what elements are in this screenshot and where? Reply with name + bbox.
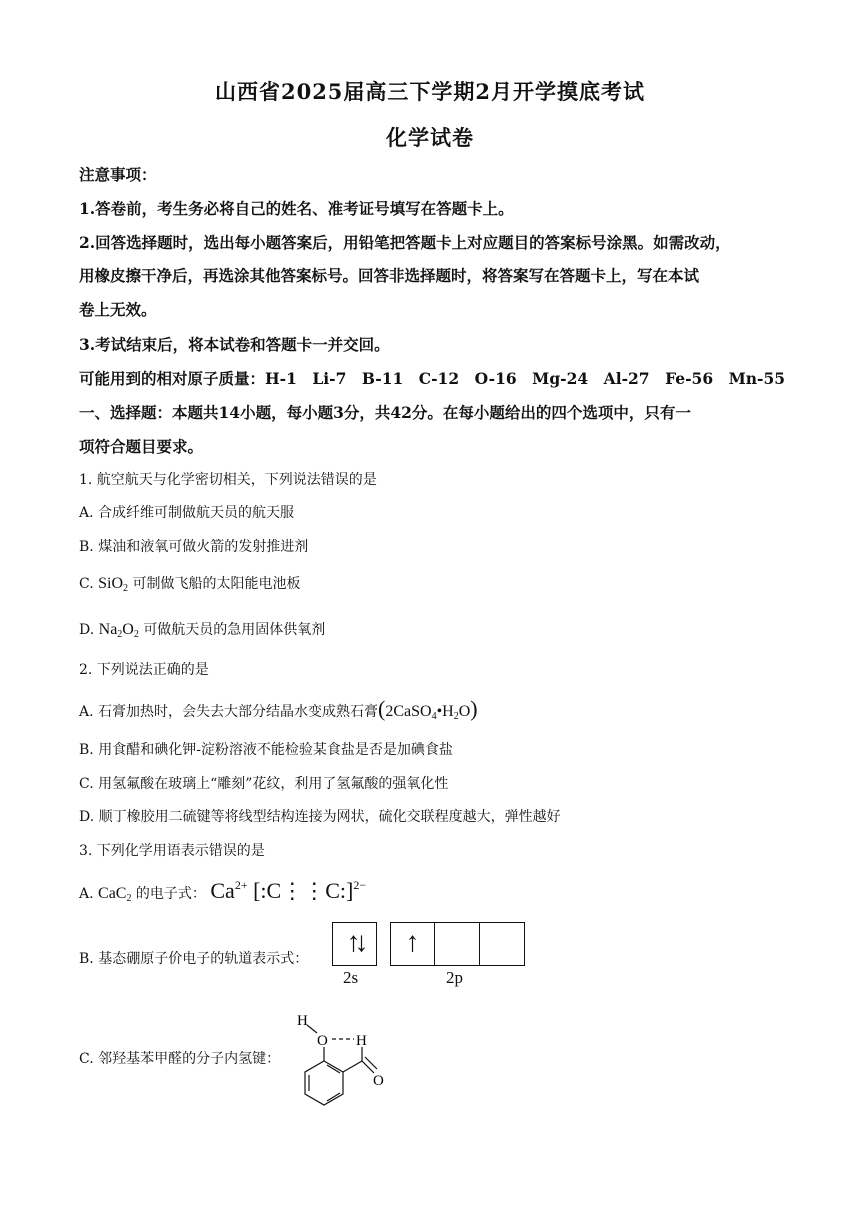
q2-option-a <box>79 696 478 722</box>
q2-option-d: D. 顺丁橡胶用二硫键等将线型结构连接为网状，硫化交联程度越大，弹性越好 <box>79 809 561 825</box>
q3-stem: 3. 下列化学用语表示错误的是 <box>79 843 265 859</box>
q1-c-formula: SiO$_2$ <box>98 575 129 594</box>
orbital-2p-box-2 <box>434 922 480 966</box>
note-2-line2: 用橡皮擦干净后，再选涂其他答案标号。回答非选择题时，将答案写在答题卡上，写在本试 <box>79 266 700 285</box>
note-2-line3: 卷上无效。 <box>79 300 157 319</box>
label-2p: 2p <box>446 968 463 987</box>
note-2-line1: 2.回答选择题时，选出每小题答案后，用铅笔把答题卡上对应题目的答案标号涂黑。如需改动， <box>79 233 731 252</box>
q3-a-prefix: A. <box>79 886 94 902</box>
q3-option-c-text: C. 邻羟基苯甲醛的分子内氢键： <box>79 1051 281 1067</box>
q1-stem: 1. 航空航天与化学密切相关，下列说法错误的是 <box>79 472 377 488</box>
q3-option-b-text: B. 基态硼原子价电子的轨道表示式： <box>79 951 309 967</box>
atom-h2: H <box>356 1033 367 1049</box>
q1-c-prefix: C. <box>79 576 94 592</box>
orbital-2p-box-1 <box>390 922 435 966</box>
q1-d-prefix: D. <box>79 622 95 638</box>
q1-option-d <box>79 619 325 640</box>
notes-heading: 注意事项： <box>79 165 157 184</box>
q2-option-b: B. 用食醋和碘化钾-淀粉溶液不能检验某食盐是否是加碘食盐 <box>79 742 453 758</box>
single-arrow-icon: ↑ <box>405 927 420 958</box>
salicylaldehyde-structure <box>290 1005 400 1110</box>
orbital-2p-box-3 <box>479 922 525 966</box>
q3-a-text: 的电子式： <box>135 886 206 902</box>
q1-option-a: A. 合成纤维可制做航天员的航天服 <box>79 505 295 521</box>
q2-a-formula: $(2CaSO_4•H_2O)$ <box>378 696 478 722</box>
exam-subtitle: 化学试卷 <box>386 125 474 150</box>
note-3: 3.考试结束后，将本试卷和答题卡一并交回。 <box>79 335 390 354</box>
q3-a-electron-formula: $Ca^{2+}$ [:C⋮⋮C:]$^{2-}$ <box>210 878 367 903</box>
q2-stem: 2. 下列说法正确的是 <box>79 662 209 678</box>
section1-instructions-line1: 一、选择题：本题共14小题，每小题3分，共42分。在每小题给出的四个选项中，只有一 <box>79 403 691 422</box>
atomic-masses: 可能用到的相对原子质量：H-1 Li-7 B-11 C-12 O-16 Mg-24 Al-27 Fe-56 Mn-55 <box>79 369 786 388</box>
q2-a-text: A. 石膏加热时，会失去大部分结晶水变成熟石膏 <box>79 704 379 720</box>
q1-c-text: 可制做飞船的太阳能电池板 <box>132 576 301 592</box>
orbital-2s-box <box>332 922 377 966</box>
note-1: 1.答卷前，考生务必将自己的姓名、准考证号填写在答题卡上。 <box>79 199 514 218</box>
label-2s: 2s <box>343 968 359 987</box>
q1-option-c <box>79 573 300 594</box>
atom-o2: O <box>373 1073 384 1089</box>
q1-option-b: B. 煤油和液氧可做火箭的发射推进剂 <box>79 539 309 555</box>
benzene-ring <box>305 1061 343 1105</box>
q1-d-formula: $Na_2O_2$ <box>98 621 139 640</box>
q3-option-a <box>79 878 366 904</box>
paired-arrows-icon: ↑↓ <box>346 927 363 958</box>
section1-instructions-line2: 项符合题目要求。 <box>79 437 204 456</box>
atom-o1: O <box>317 1033 328 1049</box>
q2-option-c: C. 用氢氟酸在玻璃上“雕刻”花纹，利用了氢氟酸的强氧化性 <box>79 776 449 792</box>
atom-h1: H <box>297 1013 308 1029</box>
exam-title: 山西省2025届高三下学期2月开学摸底考试 <box>214 79 646 104</box>
q3-a-formula: CaC$_2$ <box>98 885 132 904</box>
q1-d-text: 可做航天员的急用固体供氧剂 <box>143 622 326 638</box>
